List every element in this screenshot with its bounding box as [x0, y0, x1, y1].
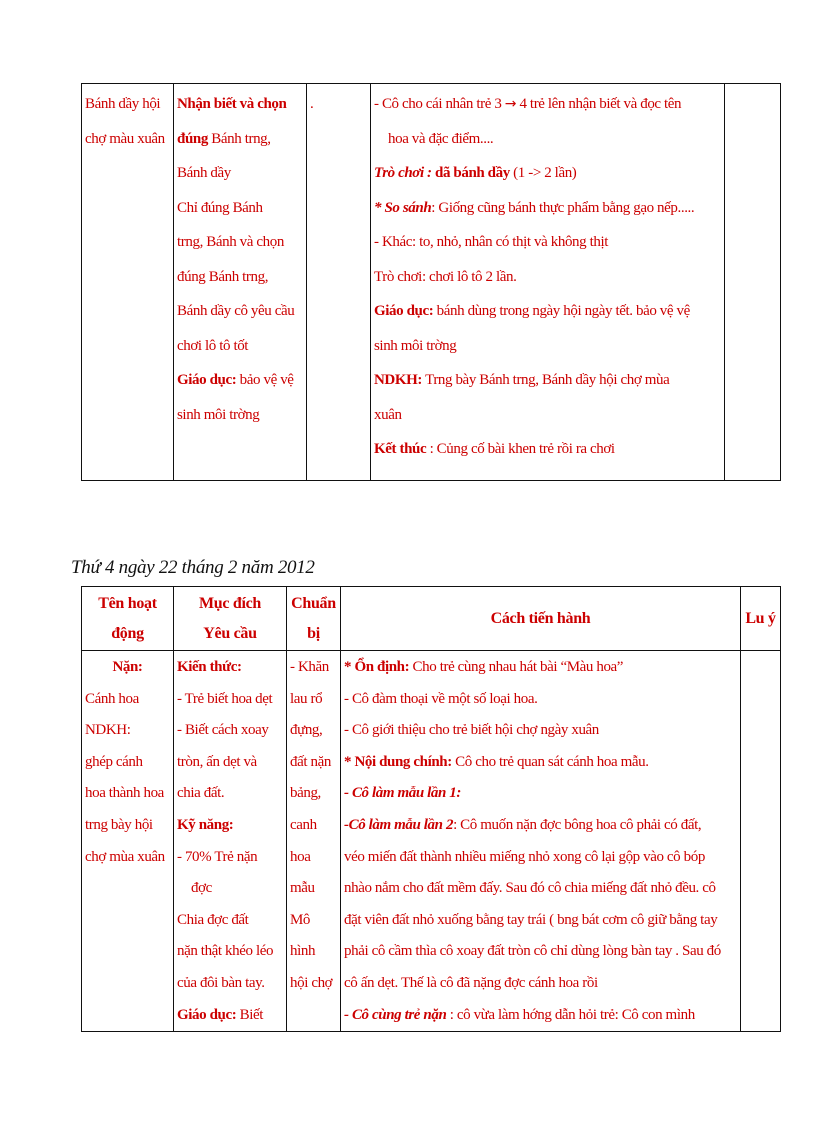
objective-cell — [174, 651, 287, 1032]
date-day: 4 ngày — [100, 557, 155, 578]
text-line: sinh môi trờng — [374, 337, 457, 354]
text-line: Giáo dục: — [374, 303, 434, 319]
header-procedure: Cách tiến hành — [341, 587, 741, 651]
header-text: Yêu cầu — [203, 624, 257, 642]
text-line: sinh môi trờng — [177, 406, 260, 423]
text-line: bánh dùng trong ngày hội ngày tết. bảo vệ vệ — [433, 303, 690, 319]
text-line: bảng, — [290, 785, 321, 802]
text-line: * Nội dung chính: — [344, 753, 452, 770]
text-line: Cho trẻ cùng nhau hát bài “Màu hoa” — [409, 659, 624, 675]
objective-cell — [174, 84, 307, 481]
text-line: - Cô cho cái nhân trẻ 3 — [374, 96, 505, 112]
text-line: : Cô muốn nặn đợc bông hoa cô phải có đất, — [453, 816, 702, 833]
text-line: Bánh dầy — [177, 165, 231, 181]
text-line: đúng Bánh trng, — [177, 268, 269, 285]
text-line: đựng, — [290, 722, 323, 739]
text-line: nhào nắm cho đất mềm đấy. Sau đó cô chia miếng đất nhỏ đều. cô — [344, 880, 716, 897]
text-line: của đôi bàn tay. — [177, 974, 265, 991]
text-line: hoa và đặc điểm.... — [388, 130, 494, 147]
text-line: Cô cho trẻ quan sát cánh hoa mẫu. — [451, 753, 649, 770]
text-line: mẫu — [290, 880, 315, 897]
header-activity-name — [82, 587, 174, 651]
text-line: Cánh hoa — [85, 690, 139, 707]
text-line: * Ổn định: — [344, 659, 410, 675]
text-line: Chia đợc đất — [177, 911, 249, 928]
text-line: chợ màu xuân — [85, 130, 165, 147]
text-line: Giáo dục: — [177, 372, 237, 388]
text-line: NDKH: — [374, 372, 422, 388]
header-text: bị — [307, 624, 320, 642]
text-line: Bánh dầy hội — [85, 96, 161, 112]
text-line: Trng bày Bánh trng, Bánh dầy hội chợ mùa — [422, 372, 670, 388]
text-line: canh — [290, 816, 317, 833]
procedure-cell — [371, 84, 725, 481]
text-line: . — [310, 96, 314, 112]
text-line: phải cô cầm thìa cô xoay đất tròn cô chỉ dùng lòng bàn tay . Sau đó — [344, 943, 721, 960]
text-line: ghép cánh — [85, 753, 143, 770]
text-line: Giáo dục: — [177, 1006, 237, 1023]
text-line: chơi lô tô tốt — [177, 337, 249, 354]
text-line: - 70% Trẻ nặn — [177, 848, 258, 865]
text-line: trng bày hội — [85, 816, 153, 833]
text-line: đặt viên đất nhỏ xuống bằng tay trái ( bng bát cơm cô giữ bằng tay — [344, 911, 718, 928]
text-line: - Cô cùng trẻ nặn — [344, 1006, 447, 1023]
text-line: lau rổ — [290, 690, 323, 707]
text-line: hội chợ — [290, 974, 333, 991]
text-line: (1 -> 2 lần) — [509, 165, 577, 181]
text-line: chia đất. — [177, 785, 225, 802]
text-line: - Biết cách xoay — [177, 722, 269, 739]
preparation-cell — [307, 84, 371, 481]
activity-name-cell — [82, 84, 174, 481]
text-line: Nhận biết và chọn — [177, 96, 287, 112]
text-line: đợc — [191, 880, 212, 897]
text-line: hoa — [290, 848, 311, 865]
text-line: véo miến đất thành nhiều miếng nhỏ xong cô lại gộp vào cô bóp — [344, 848, 705, 865]
notes-cell — [725, 84, 781, 481]
text-line: hoa thành hoa — [85, 785, 164, 802]
text-line: - Khăn — [290, 659, 329, 675]
text-line: Kỹ năng: — [177, 816, 234, 833]
text-line: xuân — [374, 406, 402, 423]
text-line: Trò chơi: chơi lô tô 2 lần. — [374, 268, 517, 285]
text-line: Biết — [236, 1006, 264, 1023]
text-line: đúng — [177, 130, 208, 147]
header-text: động — [111, 624, 144, 642]
header-preparation — [287, 587, 341, 651]
procedure-cell — [341, 651, 741, 1032]
text-line: dã bánh dầy — [431, 165, 510, 181]
activity-table-continued — [81, 83, 781, 481]
activity-table — [81, 586, 781, 1032]
text-line: trng, Bánh và chọn — [177, 234, 284, 250]
date-heading — [71, 557, 315, 579]
header-text: Mục đích — [198, 594, 262, 612]
text-line: : Củng cố bài khen trẻ rồi ra chơi — [426, 441, 615, 457]
header-text: Chuẩn — [291, 594, 336, 612]
notes-cell — [741, 651, 781, 1032]
text-line: Mô — [290, 911, 311, 928]
text-line: Kiến thức: — [177, 659, 242, 675]
text-line: cô ấn dẹt. Thế là cô đã nặng đợc cánh hoa rồi — [344, 974, 598, 991]
header-text: Tên hoạt — [98, 594, 157, 612]
arrow-icon: → — [504, 96, 517, 112]
text-line: nặn thật khéo léo — [177, 943, 274, 960]
text-line: Chỉ đúng Bánh — [177, 199, 263, 216]
preparation-cell — [287, 651, 341, 1032]
date-prefix: Thứ — [71, 557, 101, 578]
text-line: : Giống cũng bánh thực phẩm bằng gạo nếp..... — [431, 199, 695, 216]
activity-name-cell — [82, 651, 174, 1032]
text-line: NDKH: — [85, 722, 131, 739]
text-line: Kết thúc — [374, 441, 427, 457]
text-line: Bánh dầy cô yêu cầu — [177, 303, 295, 319]
text-line: - Cô giới thiệu cho trẻ biết hội chợ ngày xuân — [344, 722, 599, 739]
text-line: - Khác: to, nhỏ, nhân có thịt và không thịt — [374, 234, 609, 250]
header-notes: Lu ý — [741, 587, 781, 651]
text-line: chợ mùa xuân — [85, 848, 165, 865]
text-line: - Trẻ biết hoa dẹt — [177, 690, 273, 707]
text-line: 4 trẻ lên nhận biết và đọc tên — [516, 96, 682, 112]
text-line: : cô vừa làm hớng dẫn hỏi trẻ: Cô con mình — [446, 1006, 695, 1023]
text-line: Trò chơi : — [374, 165, 432, 181]
text-line: * So sánh — [374, 199, 432, 216]
text-line: bảo vệ vệ — [236, 372, 294, 388]
text-line: -Cô làm mẫu lần 2 — [344, 816, 454, 833]
text-line: Nặn: — [112, 659, 143, 675]
text-line: đất nặn — [290, 753, 331, 770]
text-line: - Cô làm mẫu lần 1: — [344, 785, 461, 802]
text-line: tròn, ấn dẹt và — [177, 753, 257, 770]
header-objective — [174, 587, 287, 651]
text-line: Bánh trng, — [207, 130, 271, 147]
date-text: 22 tháng 2 năm 2012 — [154, 557, 315, 578]
text-line: hình — [290, 943, 316, 960]
text-line: - Cô đàm thoại về một số loại hoa. — [344, 690, 538, 707]
